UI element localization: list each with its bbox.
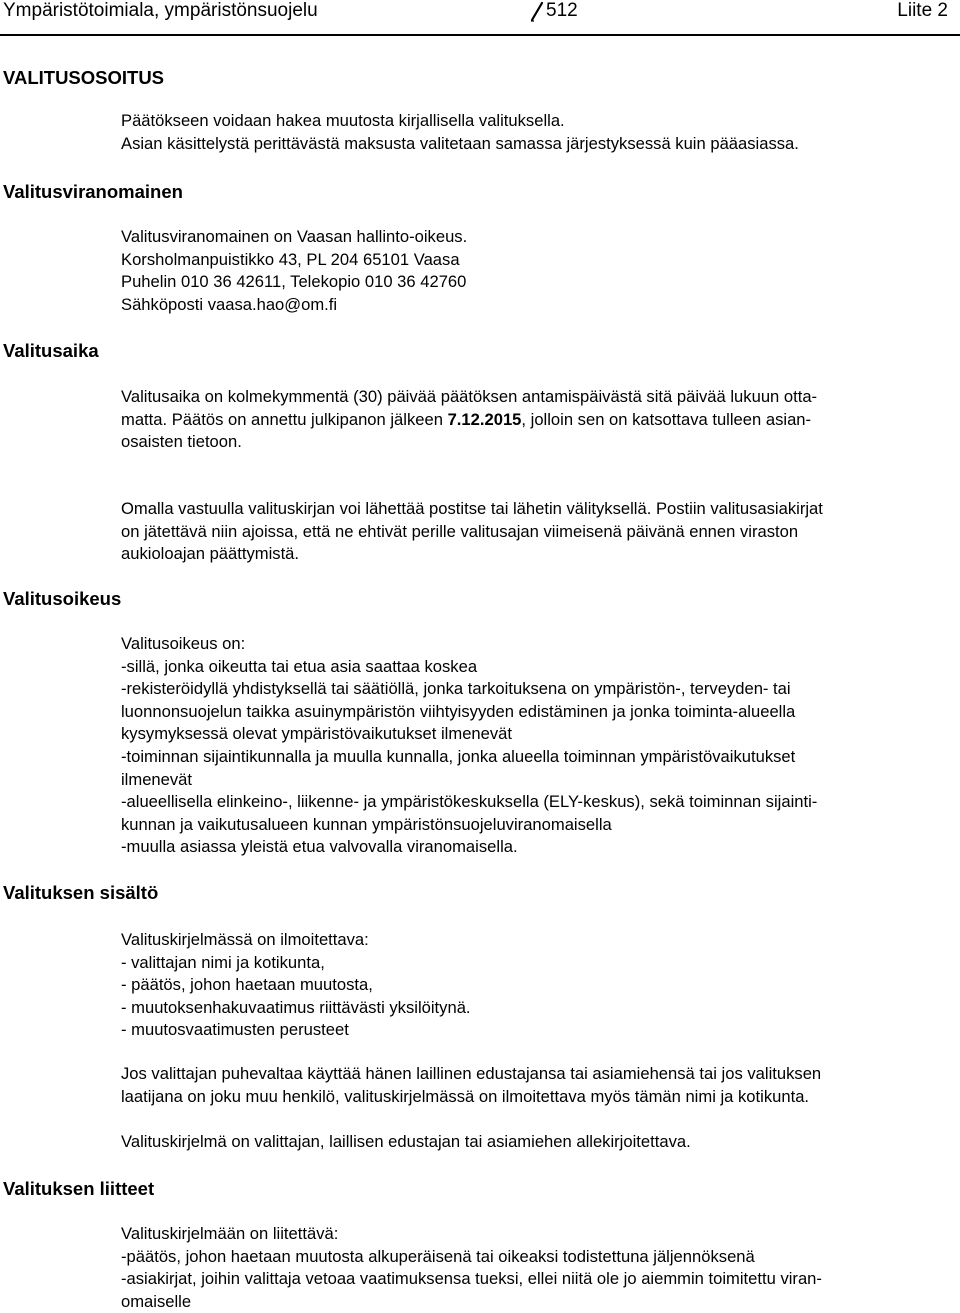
text-line [121,1063,956,1086]
block-appeal-period [121,386,956,454]
heading-attachments: Valituksen liitteet [3,1178,155,1199]
header-left: Ympäristötoimiala, ympäristönsuojelu [3,0,318,21]
heading-period: Valitusaika [3,340,99,361]
text-segment: aukioloajan päättymistä. [121,544,300,564]
text-line [121,791,956,814]
text-segment: -rekisteröidyllä yhdistyksellä tai säätiöllä, jonka tarkoituksena on ympäristön-, terveyden- tai [121,679,791,699]
text-line [121,271,956,294]
text-line [121,1223,956,1246]
text-segment: kysymyksessä olevat ympäristövaikutukset ilmenevät [121,724,513,744]
text-segment: Valitusoikeus on: [121,634,246,653]
text-line [121,678,956,701]
text-line [121,836,956,859]
text-segment: osaisten tietoon. [121,432,242,452]
text-segment: - muutosvaatimusten perusteet [121,1020,349,1040]
text-line [121,997,956,1020]
text-segment: -muulla asiassa yleistä etua valvovalla viranomaisella. [121,837,518,857]
text-segment: Puhelin 010 36 42611, Telekopio 010 36 42760 [121,272,467,292]
text-line [121,656,956,679]
heading-authority: Valitusviranomainen [3,181,183,202]
text-segment: Sähköposti vaasa.hao@om.fi [121,294,338,314]
block-intro [121,110,956,155]
header-divider [0,34,960,36]
text-segment: omaiselle [121,1291,192,1311]
header-right: Liite 2 [897,0,948,21]
text-segment: Korsholmanpuistikko 43, PL 204 65101 Vaasa [121,249,460,269]
document-title: VALITUSOSOITUS [3,67,165,88]
text-segment: -sillä, jonka oikeutta tai etua asia saattaa koskea [121,656,478,676]
text-line [121,701,956,724]
heading-content: Valituksen sisältö [3,882,159,903]
text-segment: Valituskirjelmässä on ilmoitettava: [121,930,369,949]
text-line [121,1019,956,1042]
text-segment: matta. Päätös on annettu julkipanon jälkeen [121,409,448,429]
page-number: 512 [546,0,578,21]
text-line [121,386,956,409]
text-segment: -asiakirjat, joihin valittaja vetoaa vaatimuksensa tueksi, ellei niitä ole jo aiemmin toimitettu viran- [121,1269,822,1289]
text-line [121,543,956,566]
text-segment: -alueellisella elinkeino-, liikenne- ja ympäristökeskuksella (ELY-keskus), sekä toiminnan sijainti- [121,792,818,812]
header-page-number [528,0,578,22]
block-right-to-appeal [121,633,956,859]
text-segment: on jätettävä niin ajoissa, että ne ehtivät perille valitusajan viimeisenä päivänä ennen viraston [121,521,799,541]
block-appeal-content [121,929,956,1042]
text-segment: -toiminnan sijaintikunnalla ja muulla kunnalla, jonka alueella toiminnan ympäristövaikutukset [121,746,796,766]
text-segment: Valitusviranomainen on Vaasan hallinto-oikeus. [121,227,468,246]
text-segment: Päätökseen voidaan hakea muutosta kirjallisella valituksella. [121,111,565,130]
bold-text: 7.12.2015 [447,409,522,429]
text-segment: Asian käsittelystä perittävästä maksusta valitetaan samassa järjestyksessä kuin pääasiassa. [121,133,799,153]
block-representative [121,1063,956,1108]
text-segment: laatijana on joku muu henkilö, valituskirjelmässä on ilmoitettava myös tämän nimi ja kotikunta. [121,1086,810,1106]
text-line [121,952,956,975]
heading-right-to-appeal: Valitusoikeus [3,588,122,609]
text-line [121,814,956,837]
text-line [121,133,956,156]
text-line [121,769,956,792]
text-line [121,746,956,769]
text-segment: , jolloin sen on katsottava tulleen asian- [521,409,812,429]
text-line [121,929,956,952]
block-delivery [121,498,956,566]
text-line [121,633,956,656]
text-line [121,294,956,317]
text-segment: ilmenevät [121,769,193,789]
block-authority-address [121,226,956,316]
text-line [121,1268,956,1291]
block-signature [121,1131,956,1154]
text-line [121,1291,956,1313]
text-line [121,521,956,544]
text-line [121,226,956,249]
text-segment: - muutoksenhakuvaatimus riittävästi yksilöitynä. [121,997,471,1017]
text-line [121,409,956,432]
text-segment: luonnonsuojelun taikka asuinympäristön viihtyisyyden edistäminen ja jonka toiminta-alueella [121,701,796,721]
text-line [121,431,956,454]
text-line [121,723,956,746]
text-line [121,110,956,133]
text-segment: Valitusaika on kolmekymmentä (30) päivää päätöksen antamispäivästä sitä päivää lukuun otta- [121,387,818,406]
block-attachments [121,1223,956,1313]
text-segment: Omalla vastuulla valituskirjan voi lähettää postitse tai lähetin välityksellä. Postiin valitusasiakirjat [121,499,823,518]
text-segment: kunnan ja vaikutusalueen kunnan ympäristönsuojeluviranomaisella [121,814,612,834]
text-line [121,249,956,272]
text-line [121,1246,956,1269]
text-segment: Jos valittajan puhevaltaa käyttää hänen laillinen edustajansa tai asiamiehensä tai jos valituksen [121,1064,822,1083]
pen-icon [528,0,546,22]
text-line [121,974,956,997]
text-line [121,498,956,521]
text-segment: -päätös, johon haetaan muutosta alkuperäisenä tai oikeaksi todistettuna jäljennöksenä [121,1246,755,1266]
text-line [121,1086,956,1109]
text-segment: - päätös, johon haetaan muutosta, [121,975,373,995]
text-segment: Valituskirjelmään on liitettävä: [121,1224,339,1243]
text-line [121,1131,956,1154]
text-segment: - valittajan nimi ja kotikunta, [121,952,325,972]
text-segment: Valituskirjelmä on valittajan, laillisen edustajan tai asiamiehen allekirjoitettava. [121,1132,691,1151]
